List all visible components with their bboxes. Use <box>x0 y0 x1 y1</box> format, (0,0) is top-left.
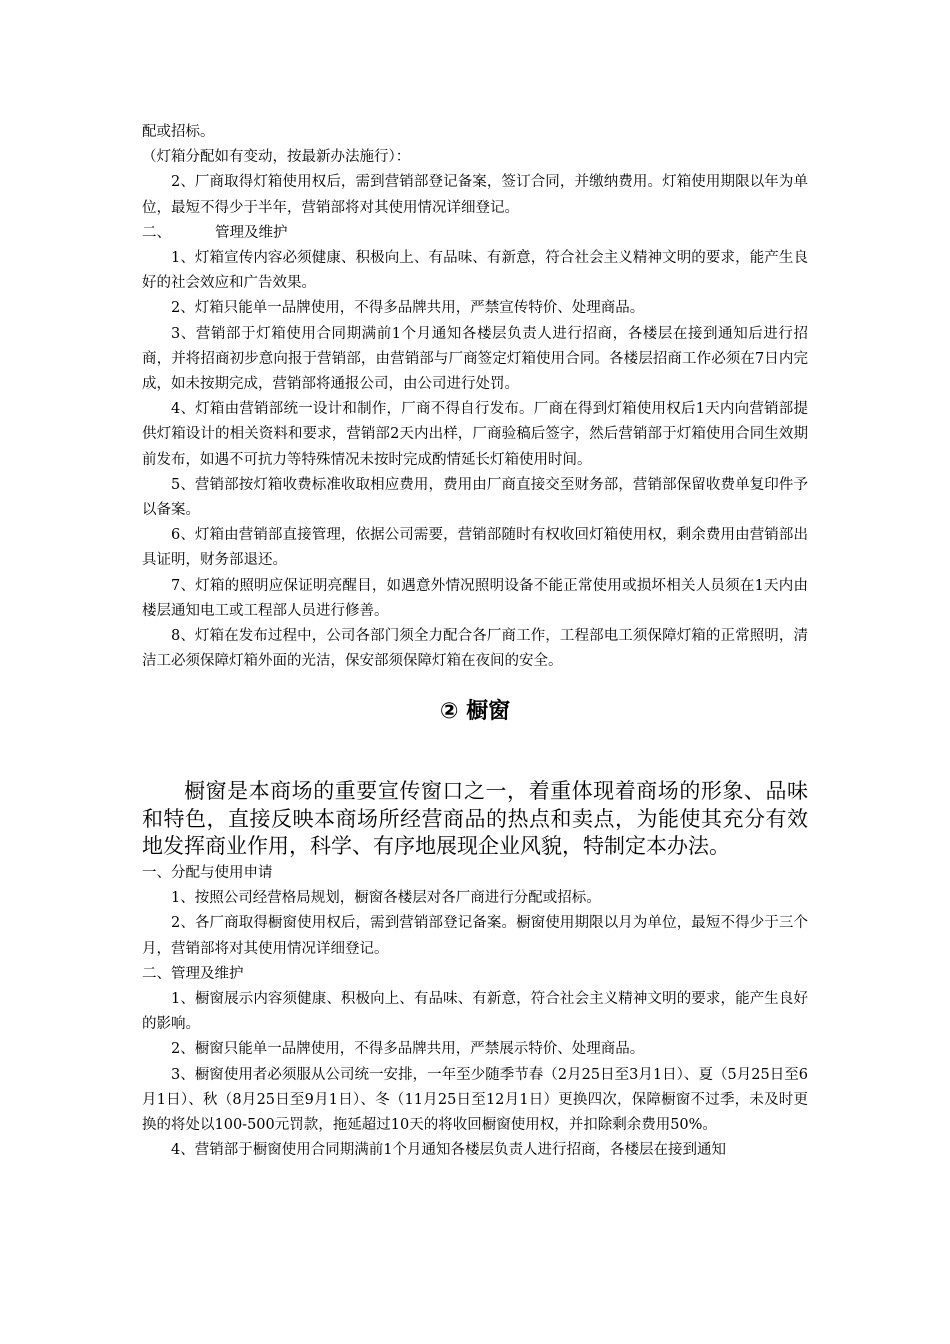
list-item: 2、灯箱只能单一品牌使用，不得多品牌共用，严禁宣传特价、处理商品。 <box>171 300 645 317</box>
list-item: 7、灯箱的照明应保证明亮醒目，如遇意外情况照明设备不能正常使用或损坏相关人员须在1天内由楼层通知电工或工程部人员进行修善。 <box>142 577 808 619</box>
list-item: 1、按照公司经营格局规划，橱窗各楼层对各厂商进行分配或招标。 <box>171 890 601 907</box>
list-item: 1、橱窗展示内容须健康、积极向上、有品味、有新意，符合社会主义精神文明的要求，能产生良好的影响。 <box>142 990 808 1033</box>
list-item: 5、营销部按灯箱收费标准收取相应费用，费用由厂商直接交至财务部，营销部保留收费单复印件予以备案。 <box>142 476 808 519</box>
list-item: 4、灯箱由营销部统一设计和制作，厂商不得自行发布。厂商在得到灯箱使用权后1天内向营销部提供灯箱设计的相关资料和要求，营销部2天内出样，厂商验稿后签字，然后营销部于灯箱使用合同生效期前发布，如遇不可抗力等特殊情况未按时完成酌情延长灯箱使用时间。 <box>142 401 808 468</box>
intro-paragraph: 橱窗是本商场的重要宣传窗口之一，着重体现着商场的形象、品味和特色，直接反映本商场所经营商品的热点和卖点，为能使其充分有效地发挥商业作用，科学、有序地展现企业风貌，特制定本办法。 <box>142 779 808 859</box>
list-item: 8、灯箱在发布过程中，公司各部门须全力配合各厂商工作，工程部电工须保障灯箱的正常照明，清洁工必须保障灯箱外面的光洁，保安部须保障灯箱在夜间的安全。 <box>142 628 808 670</box>
section-heading <box>142 221 808 246</box>
paragraph: 2、厂商取得灯箱使用权后，需到营销部登记备案，签订合同，并缴纳费用。灯箱使用期限以年为单位，最短不得少于半年，营销部将对其使用情况详细登记。 <box>142 174 808 216</box>
section-title: 管理及维护 <box>215 224 288 241</box>
list-item: 2、橱窗只能单一品牌使用，不得多品牌共用，严禁展示特价、处理商品。 <box>171 1041 645 1058</box>
list-item: 3、营销部于灯箱使用合同期满前1个月通知各楼层负责人进行招商，各楼层在接到通知后进行招商，并将招商初步意向报于营销部，由营销部与厂商签定灯箱使用合同。各楼层招商工作必须在7日内完成，如未按期完成，营销部将通报公司，由公司进行处罚。 <box>142 325 808 393</box>
allocation-note: （灯箱分配如有变动，按最新办法施行）： <box>142 149 411 166</box>
list-item: 3、橱窗使用者必须服从公司统一安排，一年至少随季节春（2月25日至3月1日）、夏（5月25日至6月1日）、秋（8月25日至9月1日）、冬（11月25日至12月1日）更换四次，保障橱窗不过季，未及时更换的将处以100-500元罚款，拖延超过10天的将收回橱窗使用权，并扣除剩余费用50%。 <box>142 1066 808 1133</box>
list-item: 6、灯箱由营销部直接管理，依据公司需要，营销部随时有权收回灯箱使用权，剩余费用由营销部出具证明，财务部退还。 <box>142 527 808 569</box>
document-page <box>142 120 808 1163</box>
text-line: 配或招标。 <box>142 124 215 140</box>
section-number: 二、 <box>142 224 171 241</box>
list-item: 4、营销部于橱窗使用合同期满前1个月通知各楼层负责人进行招商，各楼层在接到通知 <box>171 1142 726 1159</box>
list-item: 1、灯箱宣传内容必须健康、积极向上、有品味、有新意，符合社会主义精神文明的要求，能产生良好的社会效应和广告效果。 <box>142 250 808 292</box>
list-item: 2、各厂商取得橱窗使用权后，需到营销部登记备案。橱窗使用期限以月为单位，最短不得少于三个月，营销部将对其使用情况详细登记。 <box>142 915 808 957</box>
window-section-title: ② 橱窗 <box>439 699 511 725</box>
section-heading: 一、分配与使用申请 <box>142 864 273 881</box>
section-heading: 二、管理及维护 <box>142 965 244 982</box>
